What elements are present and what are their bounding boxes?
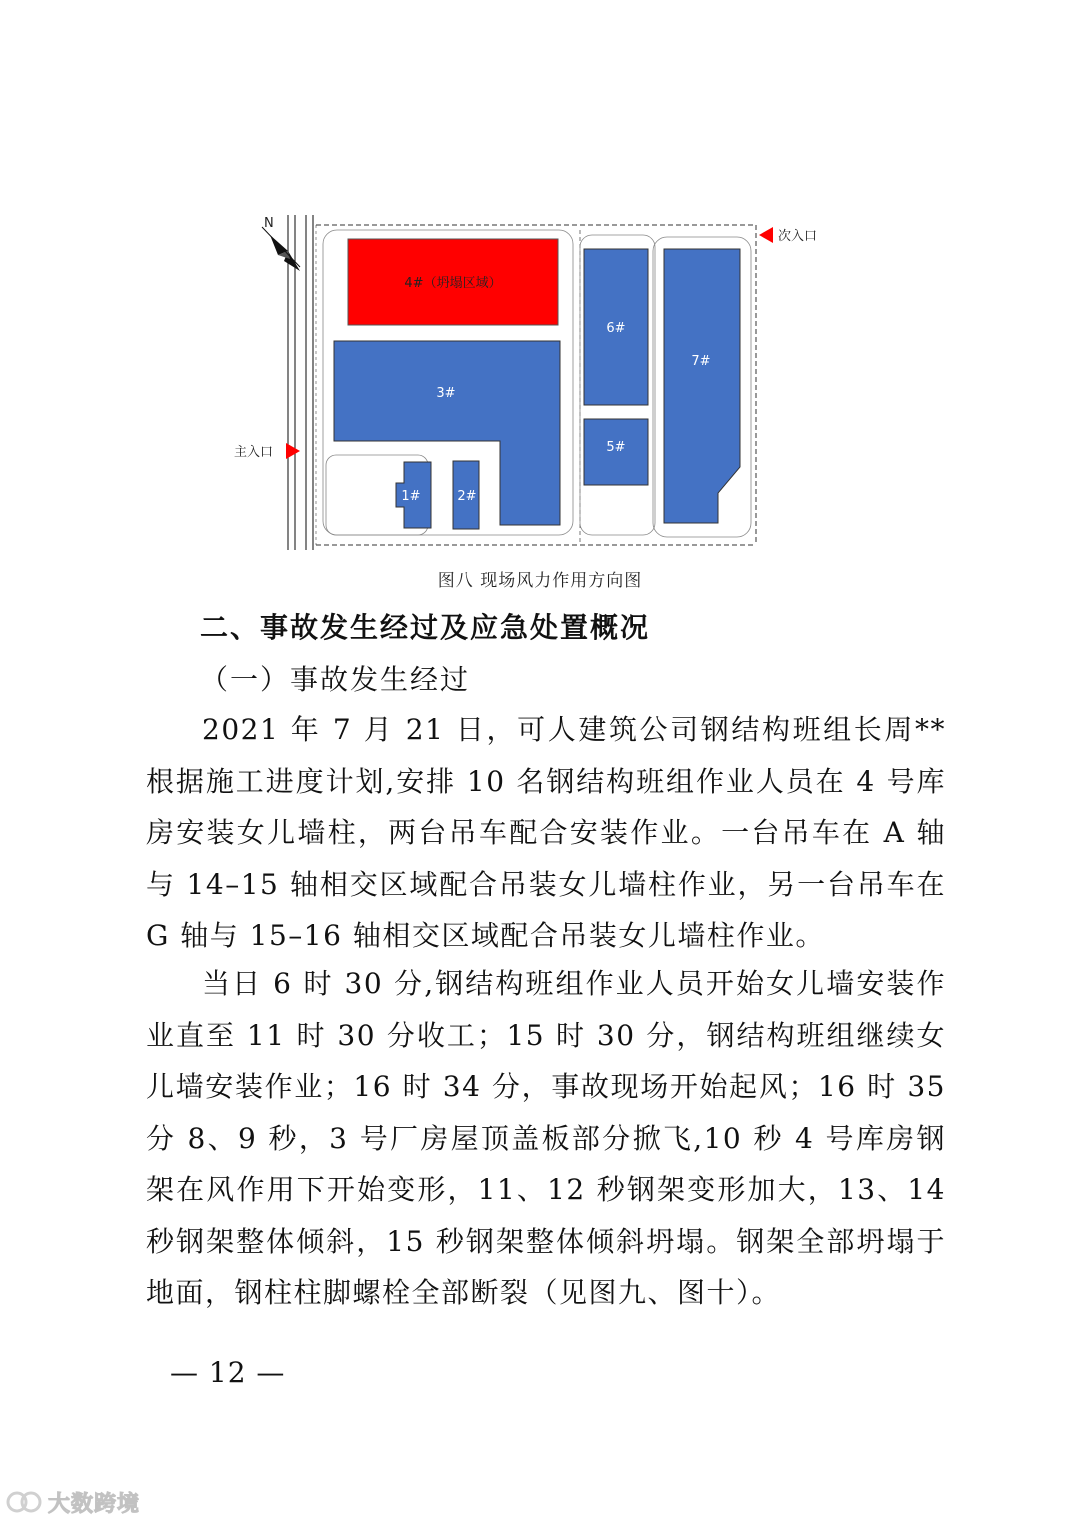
main-entrance-label: 主入口 — [234, 445, 274, 460]
secondary-entrance-label: 次入口 — [778, 229, 818, 244]
building-4-label: 4#（坍塌区域） — [404, 276, 502, 291]
watermark-text: 大数跨境 — [48, 1491, 141, 1517]
watermark — [6, 1484, 140, 1520]
main-entrance-marker — [234, 443, 300, 460]
site-map-figure — [228, 205, 828, 557]
watermark-logo-icon — [6, 1488, 42, 1516]
building-3 — [334, 341, 560, 525]
building-2-label: 2# — [457, 489, 477, 504]
compass-letter: N — [264, 216, 274, 231]
section-heading: 二、事故发生经过及应急处置概况 — [200, 611, 651, 644]
building-3-label: 3# — [436, 386, 456, 401]
building-2 — [453, 461, 479, 529]
building-4 — [348, 239, 558, 325]
secondary-entrance-marker — [759, 227, 817, 244]
building-6 — [584, 249, 648, 405]
figure-caption: 图八 现场风力作用方向图 — [437, 571, 643, 591]
building-5-label: 5# — [606, 440, 626, 455]
body-paragraph: 当日 6 时 30 分,钢结构班组作业人员开始女儿墙安装作业直至 11 时 30 分收工；15 时 30 分，钢结构班组继续女儿墙安装作业；16 时 34 分，事故现场开始起风；16 时 35 分 8、9 秒，3 号厂房屋顶盖板部分掀飞,10 秒 4 号库房钢架在风作用下开始变形，11、12 秒钢架变形加大，13、14 秒钢架整体倾斜，15 秒钢架整体倾斜坍塌。钢架全部坍塌于地面，钢柱柱脚螺栓全部断裂（见图九、图十）。 — [146, 967, 946, 1309]
section-subheading: （一）事故发生经过 — [200, 663, 471, 696]
compass-icon — [262, 216, 300, 271]
building-6-label: 6# — [606, 321, 626, 336]
page-number: — 12 — — [170, 1356, 286, 1389]
building-1-label: 1# — [401, 489, 421, 504]
building-5 — [584, 419, 648, 485]
building-7-label: 7# — [691, 354, 711, 369]
body-paragraph: 2021 年 7 月 21 日，可人建筑公司钢结构班组长周**根据施工进度计划,安排 10 名钢结构班组作业人员在 4 号库房安装女儿墙柱，两台吊车配合安装作业。一台吊车在 A 轴与 14–15 轴相交区域配合吊装女儿墙柱作业，另一台吊车在 G 轴与 15–16 轴相交区域配合吊装女儿墙柱作业。 — [146, 713, 946, 952]
building-1 — [396, 462, 431, 528]
building-7 — [664, 249, 740, 523]
